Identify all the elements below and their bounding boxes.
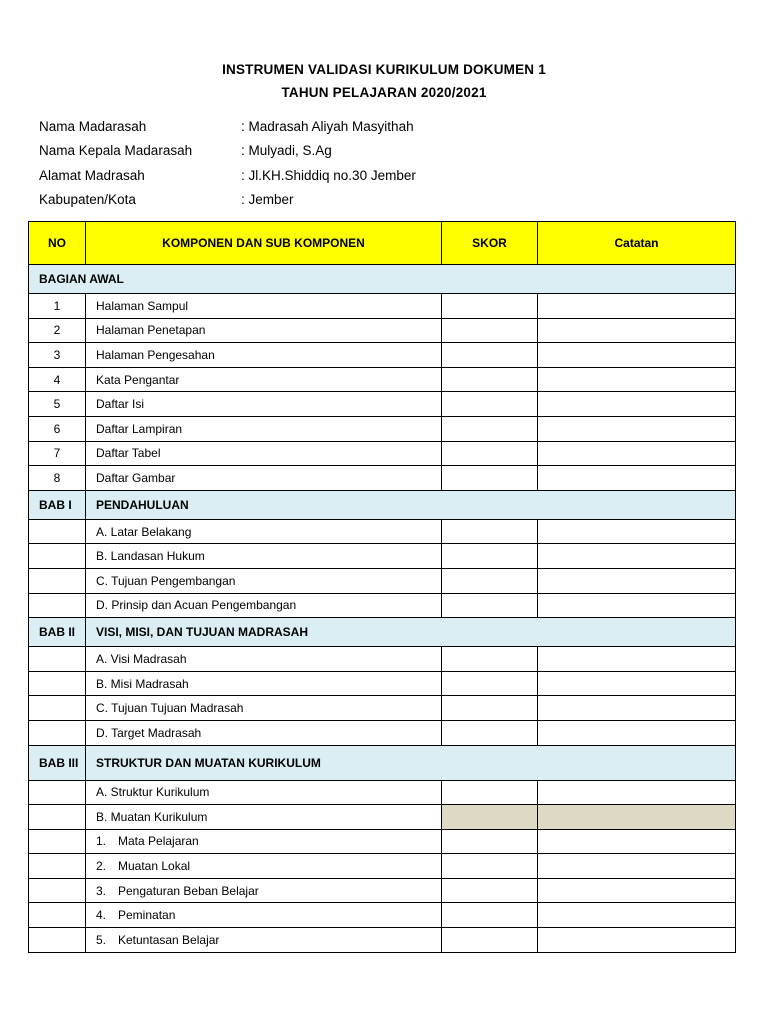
row-no [29, 647, 86, 672]
skor-cell[interactable] [442, 780, 538, 805]
catatan-cell[interactable] [538, 416, 736, 441]
validation-table [28, 221, 736, 953]
skor-cell[interactable] [442, 593, 538, 618]
sub-name: Pengaturan Beban Belajar [118, 883, 259, 898]
info-value: : Madrasah Aliyah Masyithah [241, 118, 414, 134]
section-title: VISI, MISI, DAN TUJUAN MADRASAH [86, 618, 736, 647]
sub-number: 4. [96, 908, 107, 923]
row-no [29, 780, 86, 805]
sub-number: 2. [96, 859, 107, 874]
info-value: : Jl.KH.Shiddiq no.30 Jember [241, 167, 416, 183]
document-title: INSTRUMEN VALIDASI KURIKULUM DOKUMEN 1 [222, 62, 546, 77]
table-row [29, 671, 736, 696]
skor-cell[interactable] [442, 671, 538, 696]
skor-cell[interactable] [442, 568, 538, 593]
table-row [29, 343, 736, 368]
catatan-cell[interactable] [538, 829, 736, 854]
table-row [29, 544, 736, 569]
row-no [29, 720, 86, 745]
table-row [29, 829, 736, 854]
skor-cell[interactable] [442, 903, 538, 928]
skor-cell[interactable] [442, 878, 538, 903]
skor-cell[interactable] [442, 696, 538, 721]
row-name: A. Latar Belakang [86, 519, 442, 544]
row-no [29, 854, 86, 879]
row-name: A. Struktur Kurikulum [86, 780, 442, 805]
catatan-cell[interactable] [538, 519, 736, 544]
catatan-cell[interactable] [538, 878, 736, 903]
row-no [29, 878, 86, 903]
section-no: BAB I [29, 490, 86, 519]
catatan-cell[interactable] [538, 568, 736, 593]
row-name: Daftar Lampiran [86, 416, 442, 441]
row-no: 8 [29, 466, 86, 491]
section-title: STRUKTUR DAN MUATAN KURIKULUM [86, 745, 736, 780]
row-name [86, 829, 442, 854]
skor-cell[interactable] [442, 318, 538, 343]
row-no [29, 544, 86, 569]
row-no [29, 696, 86, 721]
row-no: 6 [29, 416, 86, 441]
document-subtitle: TAHUN PELAJARAN 2020/2021 [281, 85, 487, 100]
catatan-cell[interactable] [538, 318, 736, 343]
row-no: 7 [29, 441, 86, 466]
row-name [86, 928, 442, 953]
section-bab-2 [29, 618, 736, 647]
catatan-cell[interactable] [538, 780, 736, 805]
header-no: NO [29, 222, 86, 265]
table-row [29, 568, 736, 593]
row-name: D. Prinsip dan Acuan Pengembangan [86, 593, 442, 618]
section-no: BAB II [29, 618, 86, 647]
row-name: Halaman Penetapan [86, 318, 442, 343]
row-no: 2 [29, 318, 86, 343]
skor-cell[interactable] [442, 720, 538, 745]
info-label: Kabupaten/Kota [39, 192, 136, 208]
skor-cell[interactable] [442, 294, 538, 319]
info-label: Nama Madarasah [39, 118, 147, 134]
row-no [29, 829, 86, 854]
row-name: B. Muatan Kurikulum [86, 805, 442, 830]
info-value: : Jember [241, 192, 294, 208]
catatan-cell[interactable] [538, 720, 736, 745]
catatan-cell[interactable] [538, 928, 736, 953]
row-name: C. Tujuan Pengembangan [86, 568, 442, 593]
skor-cell[interactable] [442, 854, 538, 879]
table-row [29, 441, 736, 466]
skor-cell[interactable] [442, 466, 538, 491]
table-row [29, 696, 736, 721]
skor-cell[interactable] [442, 441, 538, 466]
header-catatan: Catatan [538, 222, 736, 265]
catatan-cell[interactable] [538, 854, 736, 879]
table-row [29, 854, 736, 879]
sub-name: Ketuntasan Belajar [118, 932, 220, 947]
catatan-cell[interactable] [538, 367, 736, 392]
row-no: 1 [29, 294, 86, 319]
sub-number: 5. [96, 932, 107, 947]
section-bab-3 [29, 745, 736, 780]
row-name: Halaman Sampul [86, 294, 442, 319]
catatan-cell[interactable] [538, 903, 736, 928]
table-row [29, 519, 736, 544]
row-no [29, 671, 86, 696]
skor-cell[interactable] [442, 829, 538, 854]
row-no [29, 593, 86, 618]
table-row [29, 416, 736, 441]
section-bab-1 [29, 490, 736, 519]
catatan-cell[interactable] [538, 466, 736, 491]
catatan-cell[interactable] [538, 593, 736, 618]
info-row-alamat [39, 163, 416, 188]
table-row [29, 392, 736, 417]
catatan-cell-shaded [538, 805, 736, 830]
skor-cell[interactable] [442, 647, 538, 672]
skor-cell[interactable] [442, 928, 538, 953]
row-no [29, 805, 86, 830]
row-name: A. Visi Madrasah [86, 647, 442, 672]
row-no: 5 [29, 392, 86, 417]
info-row-kabupaten [39, 188, 416, 213]
catatan-cell[interactable] [538, 647, 736, 672]
row-name [86, 878, 442, 903]
table-row [29, 903, 736, 928]
section-bagian-awal [29, 265, 736, 294]
info-row-kepala [39, 139, 416, 164]
table-row [29, 466, 736, 491]
skor-cell[interactable] [442, 544, 538, 569]
row-no [29, 903, 86, 928]
table-row [29, 318, 736, 343]
row-name: Daftar Gambar [86, 466, 442, 491]
table-row [29, 805, 736, 830]
header-skor: SKOR [442, 222, 538, 265]
sub-name: Mata Pelajaran [118, 834, 199, 849]
sub-number: 1. [96, 834, 107, 849]
catatan-cell[interactable] [538, 441, 736, 466]
row-name: Daftar Isi [86, 392, 442, 417]
header-komponen: KOMPONEN DAN SUB KOMPONEN [86, 222, 442, 265]
table-row [29, 780, 736, 805]
sub-name: Peminatan [118, 908, 176, 923]
info-label: Alamat Madrasah [39, 167, 145, 183]
catatan-cell[interactable] [538, 696, 736, 721]
info-row-nama [39, 114, 416, 139]
row-name: Daftar Tabel [86, 441, 442, 466]
row-no: 4 [29, 367, 86, 392]
skor-cell[interactable] [442, 416, 538, 441]
madrasah-info [39, 114, 416, 212]
table-row [29, 928, 736, 953]
catatan-cell[interactable] [538, 343, 736, 368]
row-name: D. Target Madrasah [86, 720, 442, 745]
info-value: : Mulyadi, S.Ag [241, 143, 332, 159]
section-label: BAGIAN AWAL [29, 265, 736, 294]
row-name: B. Misi Madrasah [86, 671, 442, 696]
table-row [29, 647, 736, 672]
row-no: 3 [29, 343, 86, 368]
row-name: Halaman Pengesahan [86, 343, 442, 368]
skor-cell[interactable] [442, 392, 538, 417]
row-name: B. Landasan Hukum [86, 544, 442, 569]
table-header-row [29, 222, 736, 265]
sub-number: 3. [96, 883, 107, 898]
row-no [29, 519, 86, 544]
section-title: PENDAHULUAN [86, 490, 736, 519]
table-row [29, 878, 736, 903]
row-no [29, 568, 86, 593]
catatan-cell[interactable] [538, 392, 736, 417]
table-row [29, 367, 736, 392]
catatan-cell[interactable] [538, 671, 736, 696]
skor-cell[interactable] [442, 343, 538, 368]
sub-name: Muatan Lokal [118, 859, 191, 874]
skor-cell[interactable] [442, 519, 538, 544]
section-no: BAB III [29, 745, 86, 780]
table-row [29, 294, 736, 319]
row-name: Kata Pengantar [86, 367, 442, 392]
catatan-cell[interactable] [538, 544, 736, 569]
row-no [29, 928, 86, 953]
row-name [86, 903, 442, 928]
skor-cell-shaded [442, 805, 538, 830]
row-name [86, 854, 442, 879]
row-name: C. Tujuan Tujuan Madrasah [86, 696, 442, 721]
skor-cell[interactable] [442, 367, 538, 392]
catatan-cell[interactable] [538, 294, 736, 319]
info-label: Nama Kepala Madarasah [39, 143, 193, 159]
table-row [29, 720, 736, 745]
table-row [29, 593, 736, 618]
